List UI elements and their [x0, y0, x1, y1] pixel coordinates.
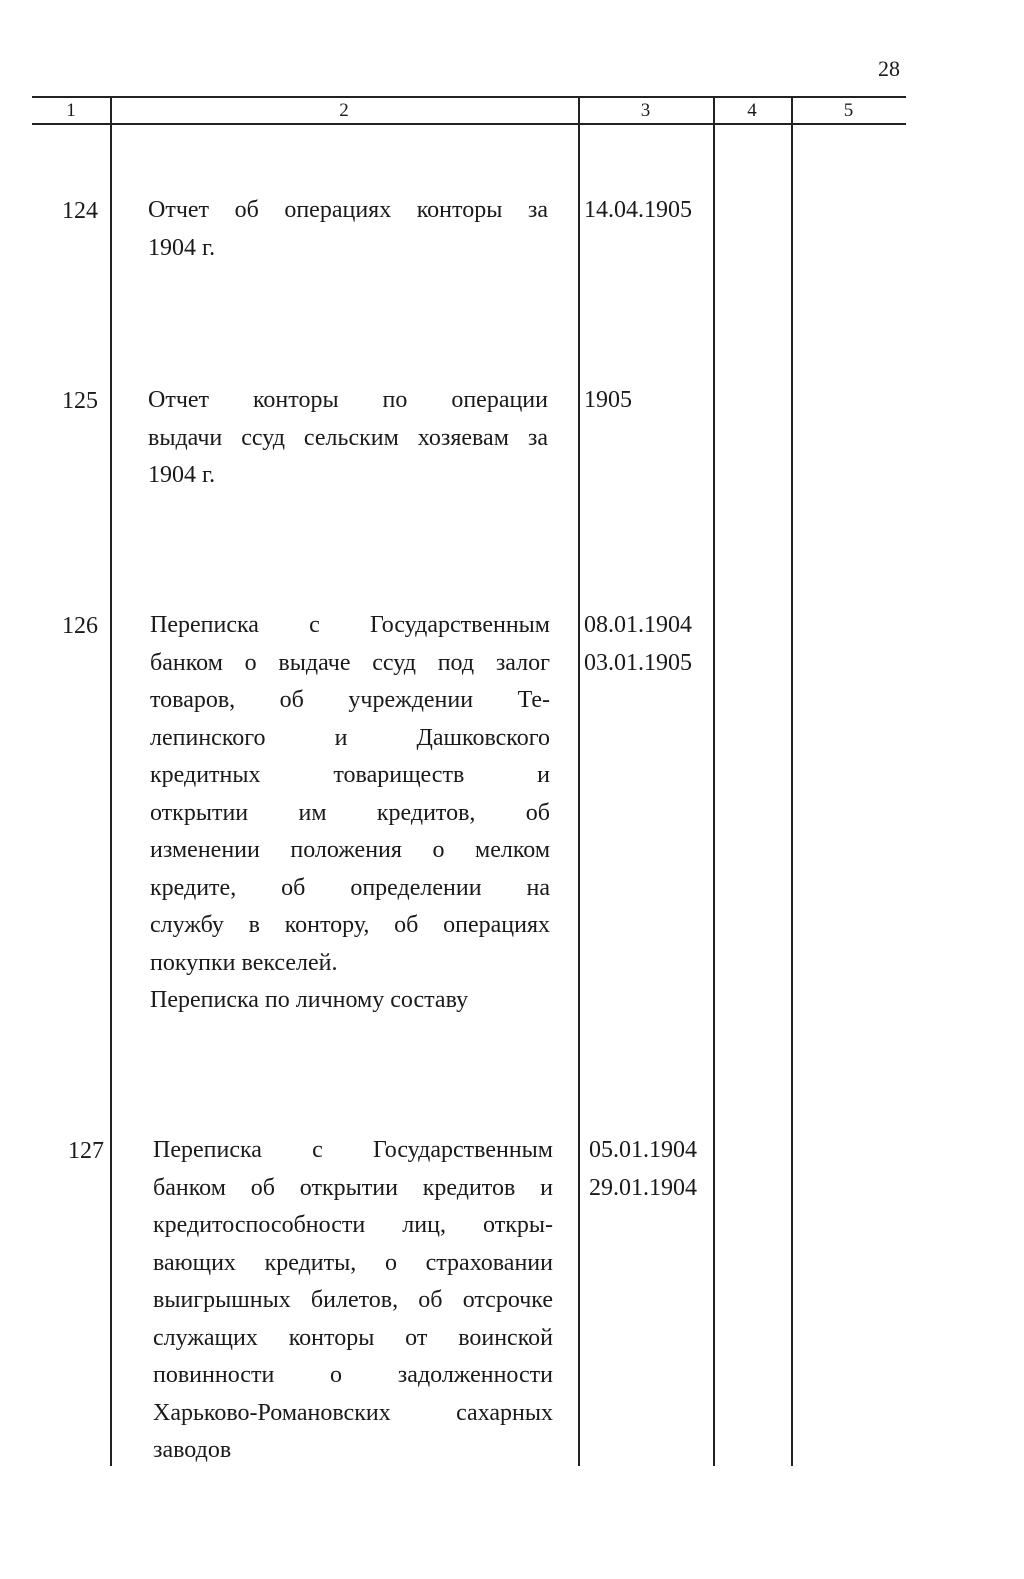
row-description: [148, 192, 548, 267]
row-number: 127: [68, 1138, 104, 1164]
date: 08.01.1904: [584, 612, 692, 638]
description-line: банком об открытии кредитов и: [153, 1174, 553, 1201]
description-line: изменении положения о мелком: [150, 837, 550, 863]
date: 05.01.1904: [589, 1137, 697, 1163]
description-line: повинности о задолженности: [153, 1362, 553, 1388]
row-dates: [589, 1132, 697, 1207]
description-line: Переписка с Государственным: [150, 612, 550, 638]
description-line: вающих кредиты, о страховании: [153, 1249, 553, 1276]
page-number: 28: [878, 56, 900, 81]
description-line: заводов: [153, 1437, 232, 1463]
row-number: 124: [62, 198, 98, 224]
table-top-rule: [32, 96, 906, 98]
column-divider: [578, 96, 580, 1466]
date: 1905: [584, 387, 632, 413]
description-line: 1904 г.: [148, 234, 216, 261]
description-line: выигрышных билетов, об отсрочке: [153, 1287, 553, 1313]
column-divider: [110, 96, 112, 1466]
header-col-2: 2: [339, 100, 349, 121]
description-line: кредитоспособности лиц, откры-: [153, 1212, 553, 1238]
row-dates: [584, 192, 692, 230]
row-dates: [584, 607, 692, 682]
description-line: Переписка по личному составу: [150, 987, 469, 1013]
date: 29.01.1904: [589, 1174, 697, 1201]
header-col-5: 5: [843, 100, 854, 121]
column-divider: [713, 96, 715, 1466]
description-line: товаров, об учреждении Те-: [150, 687, 550, 713]
column-divider: [791, 96, 793, 1466]
row-number: 125: [62, 388, 98, 414]
row-dates: [584, 382, 632, 420]
row-description: [148, 382, 548, 495]
header-col-4: 4: [747, 100, 757, 121]
row-number: 126: [62, 613, 98, 639]
description-line: службу в контору, об операциях: [150, 912, 550, 938]
date: 14.04.1905: [584, 197, 692, 223]
description-line: Отчет конторы по операции: [148, 387, 548, 413]
description-line: кредитных товариществ и: [150, 762, 550, 788]
description-line: 1904 г.: [148, 462, 216, 488]
description-line: служащих конторы от воинской: [153, 1324, 553, 1351]
description-line: Переписка с Государственным: [153, 1137, 553, 1163]
description-line: выдачи ссуд сельским хозяевам за: [148, 424, 548, 451]
description-line: лепинского и Дашковского: [150, 724, 550, 751]
description-line: открытии им кредитов, об: [150, 799, 550, 826]
description-line: банком о выдаче ссуд под залог: [150, 649, 550, 676]
header-bottom-rule: [32, 123, 906, 125]
date: 03.01.1905: [584, 649, 692, 676]
row-description: [150, 607, 550, 1020]
header-col-1: 1: [66, 100, 76, 121]
header-col-3: 3: [640, 100, 651, 121]
row-description: [153, 1132, 553, 1470]
description-line: покупки векселей.: [150, 949, 338, 976]
description-line: Харьково-Романовских сахарных: [153, 1399, 553, 1426]
description-line: Отчет об операциях конторы за: [148, 197, 548, 223]
description-line: кредите, об определении на: [150, 874, 550, 901]
